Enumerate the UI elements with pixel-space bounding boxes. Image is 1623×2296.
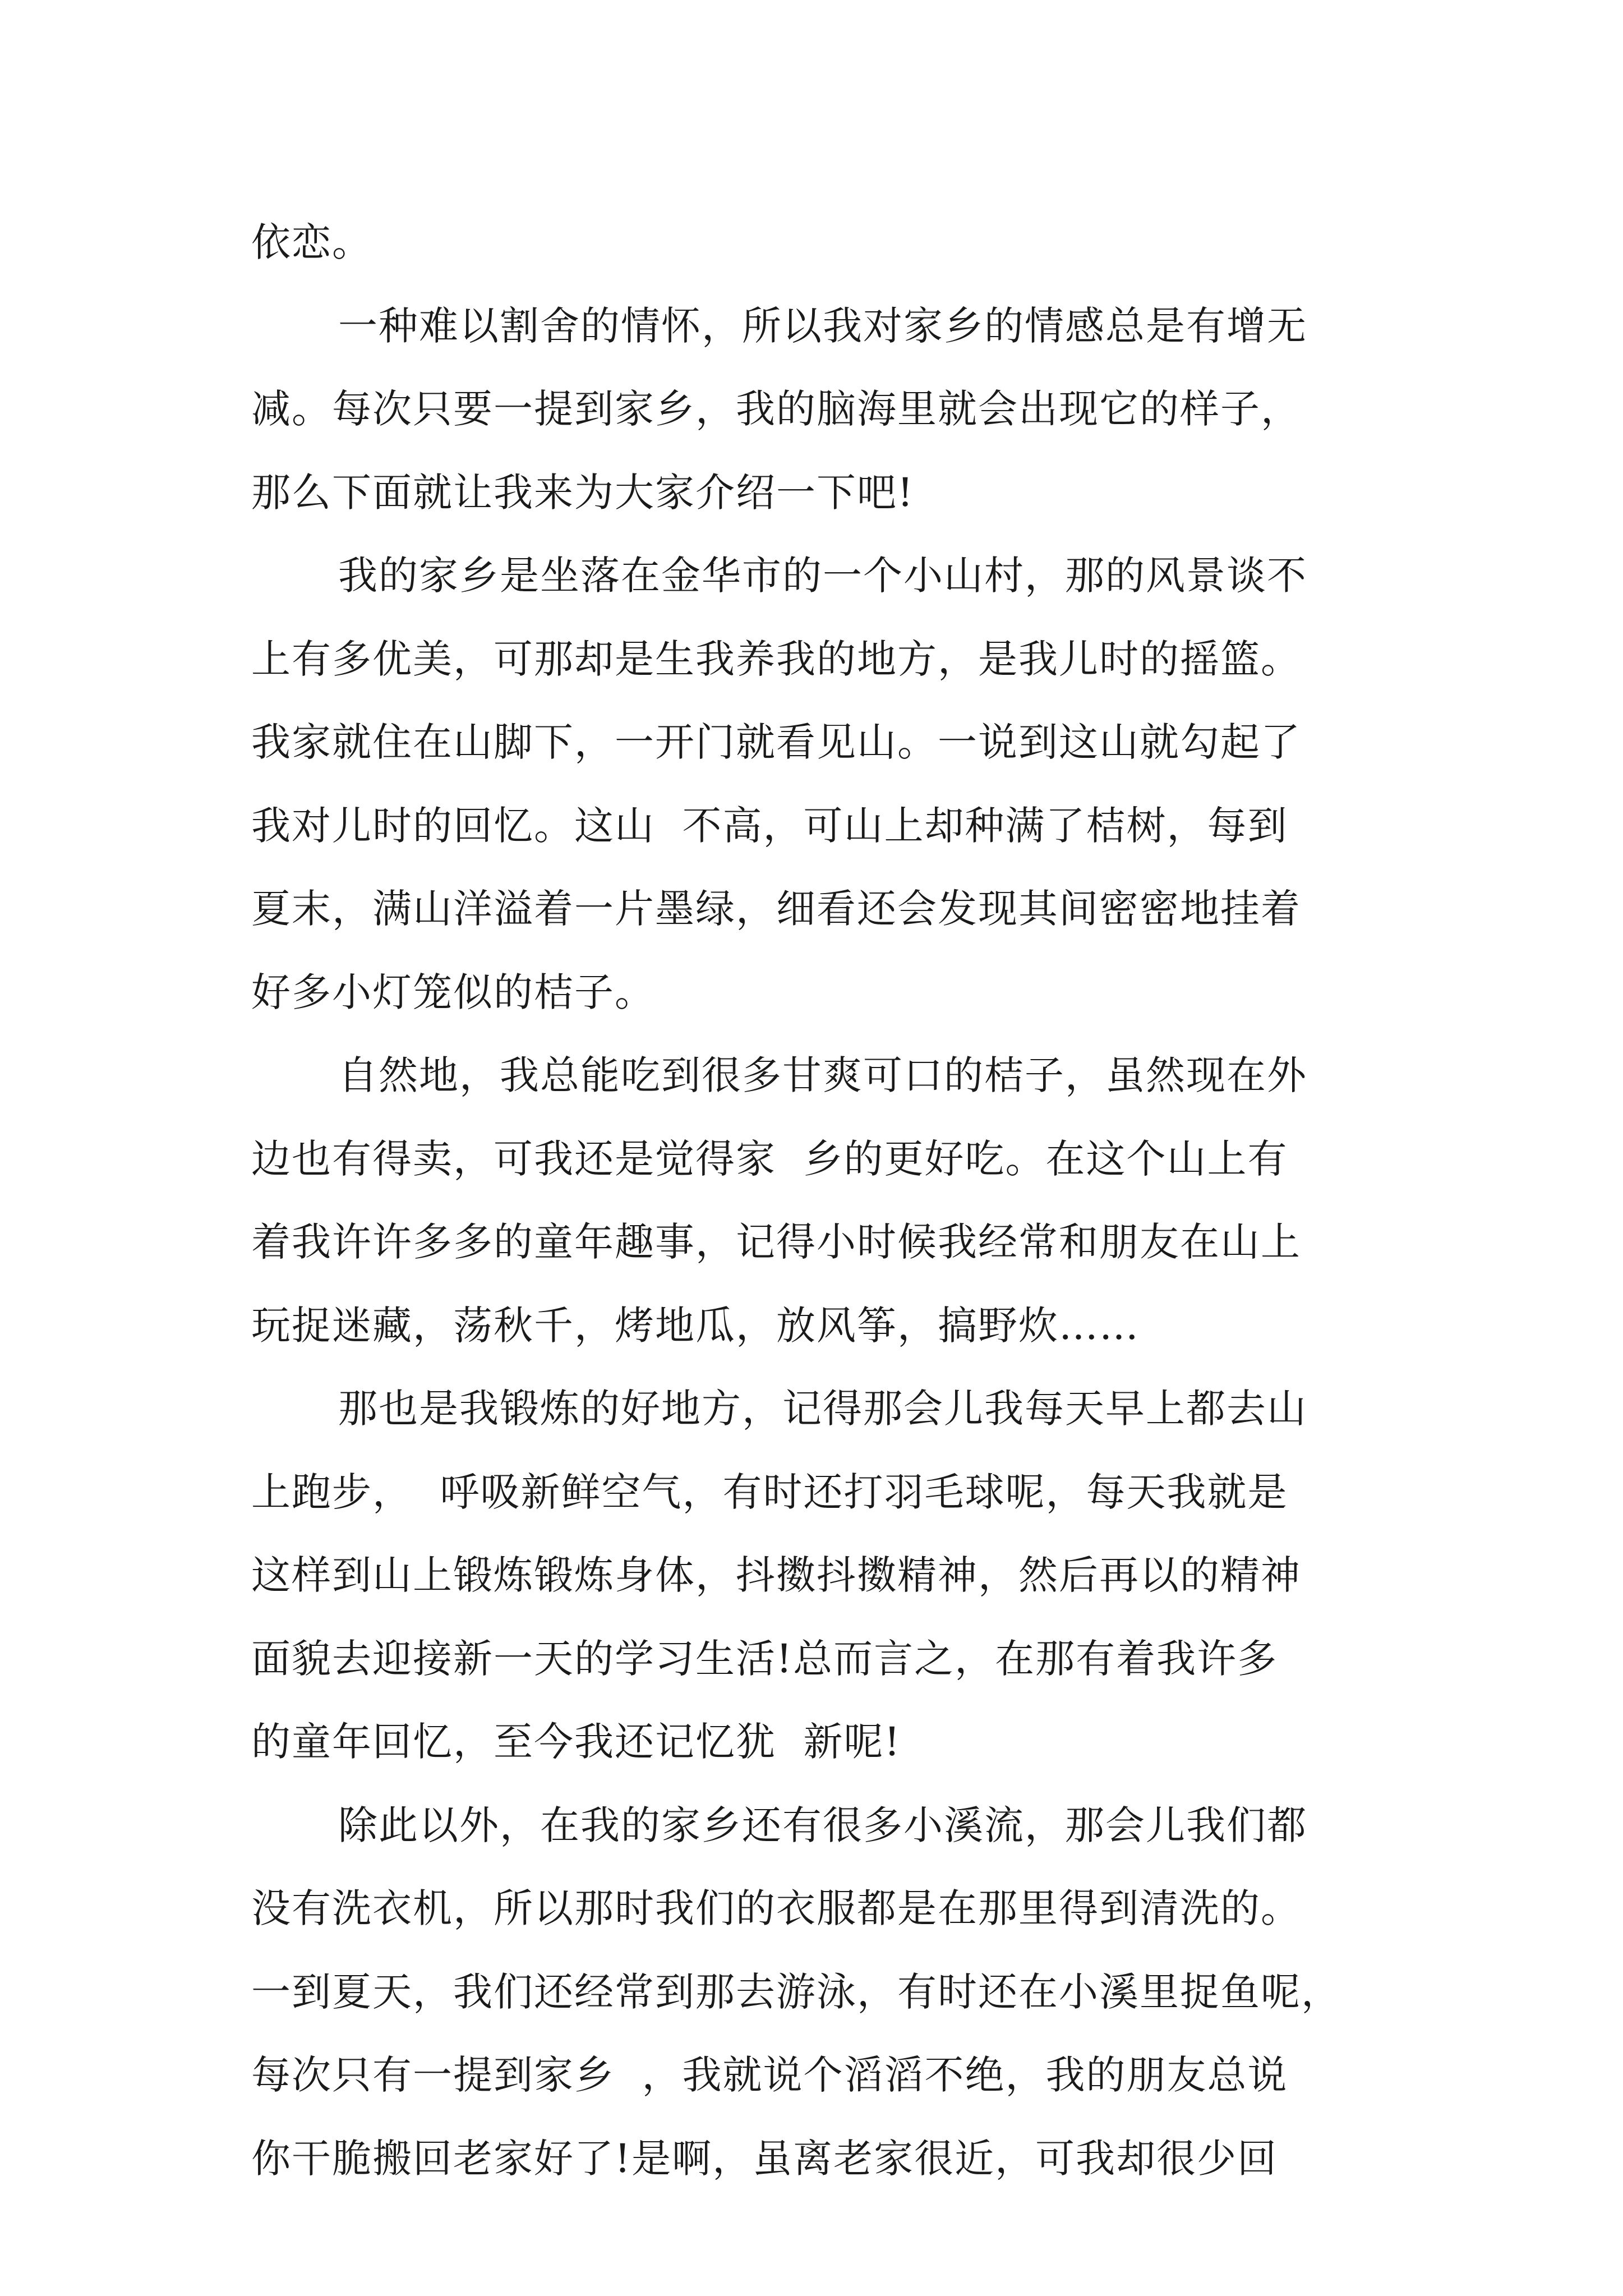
text-line: 那么下面就让我来为大家介绍一下吧! [251, 469, 915, 516]
paragraph-6 [251, 1784, 1390, 2201]
text-line: 好多小灯笼似的桔子。 [251, 969, 655, 1015]
text-line: 你干脆搬回老家好了!是啊，虽离老家很近，可我却很少回 [251, 2135, 1278, 2182]
paragraph-2 [251, 284, 1390, 535]
text-line: 那也是我锻炼的好地方，记得那会儿我每天早上都去山 [338, 1386, 1307, 1432]
text-line: 这样到山上锻炼锻炼身体，抖擞抖擞精神，然后再以的精神 [251, 1552, 1301, 1598]
text-line: 没有洗衣机，所以那时我们的衣服都是在那里得到清洗的。 [251, 1885, 1301, 1931]
text-line: 上有多优美，可那却是生我养我的地方，是我儿时的摇篮。 [251, 636, 1301, 682]
paragraph-3 [251, 534, 1390, 1034]
text-line: 我对儿时的回忆。这山 不高，可山上却种满了桔树，每到 [251, 802, 1288, 849]
text-line: 边也有得卖，可我还是觉得家 乡的更好吃。在这个山上有 [251, 1135, 1288, 1182]
document-body [251, 201, 1390, 2200]
text-line: 我家就住在山脚下，一开门就看见山。一说到这山就勾起了 [251, 719, 1301, 765]
text-line: 自然地，我总能吃到很多甘爽可口的桔子，虽然现在外 [338, 1052, 1307, 1098]
paragraph-4 [251, 1034, 1390, 1367]
paragraph-1 [251, 201, 1390, 284]
text-line: 依恋。 [251, 219, 372, 265]
text-line: 夏末，满山洋溢着一片墨绿，细看还会发现其间密密地挂着 [251, 886, 1301, 932]
text-line: 一到夏天，我们还经常到那去游泳，有时还在小溪里捉鱼呢， [251, 1968, 1341, 2015]
text-line: 着我许许多多的童年趣事，记得小时候我经常和朋友在山上 [251, 1219, 1301, 1265]
text-line: 的童年回忆，至今我还记忆犹 新呢! [251, 1719, 901, 1765]
text-line: 上跑步， 呼吸新鲜空气，有时还打羽毛球呢，每天我就是 [251, 1469, 1288, 1515]
text-line: 每次只有一提到家乡 ，我就说个滔滔不绝，我的朋友总说 [251, 2052, 1288, 2098]
text-line: 面貌去迎接新一天的学习生活!总而言之，在那有着我许多 [251, 1635, 1278, 1682]
text-line: 我的家乡是坐落在金华市的一个小山村，那的风景谈不 [338, 553, 1307, 599]
text-line: 一种难以割舍的情怀，所以我对家乡的情感总是有增无 [338, 302, 1307, 349]
paragraph-5 [251, 1367, 1390, 1784]
text-line: 除此以外，在我的家乡还有很多小溪流，那会儿我们都 [338, 1802, 1307, 1848]
text-line: 减。每次只要一提到家乡，我的脑海里就会出现它的样子， [251, 386, 1301, 432]
text-line: 玩捉迷藏，荡秋千，烤地瓜，放风筝，搞野炊…… [251, 1302, 1140, 1349]
